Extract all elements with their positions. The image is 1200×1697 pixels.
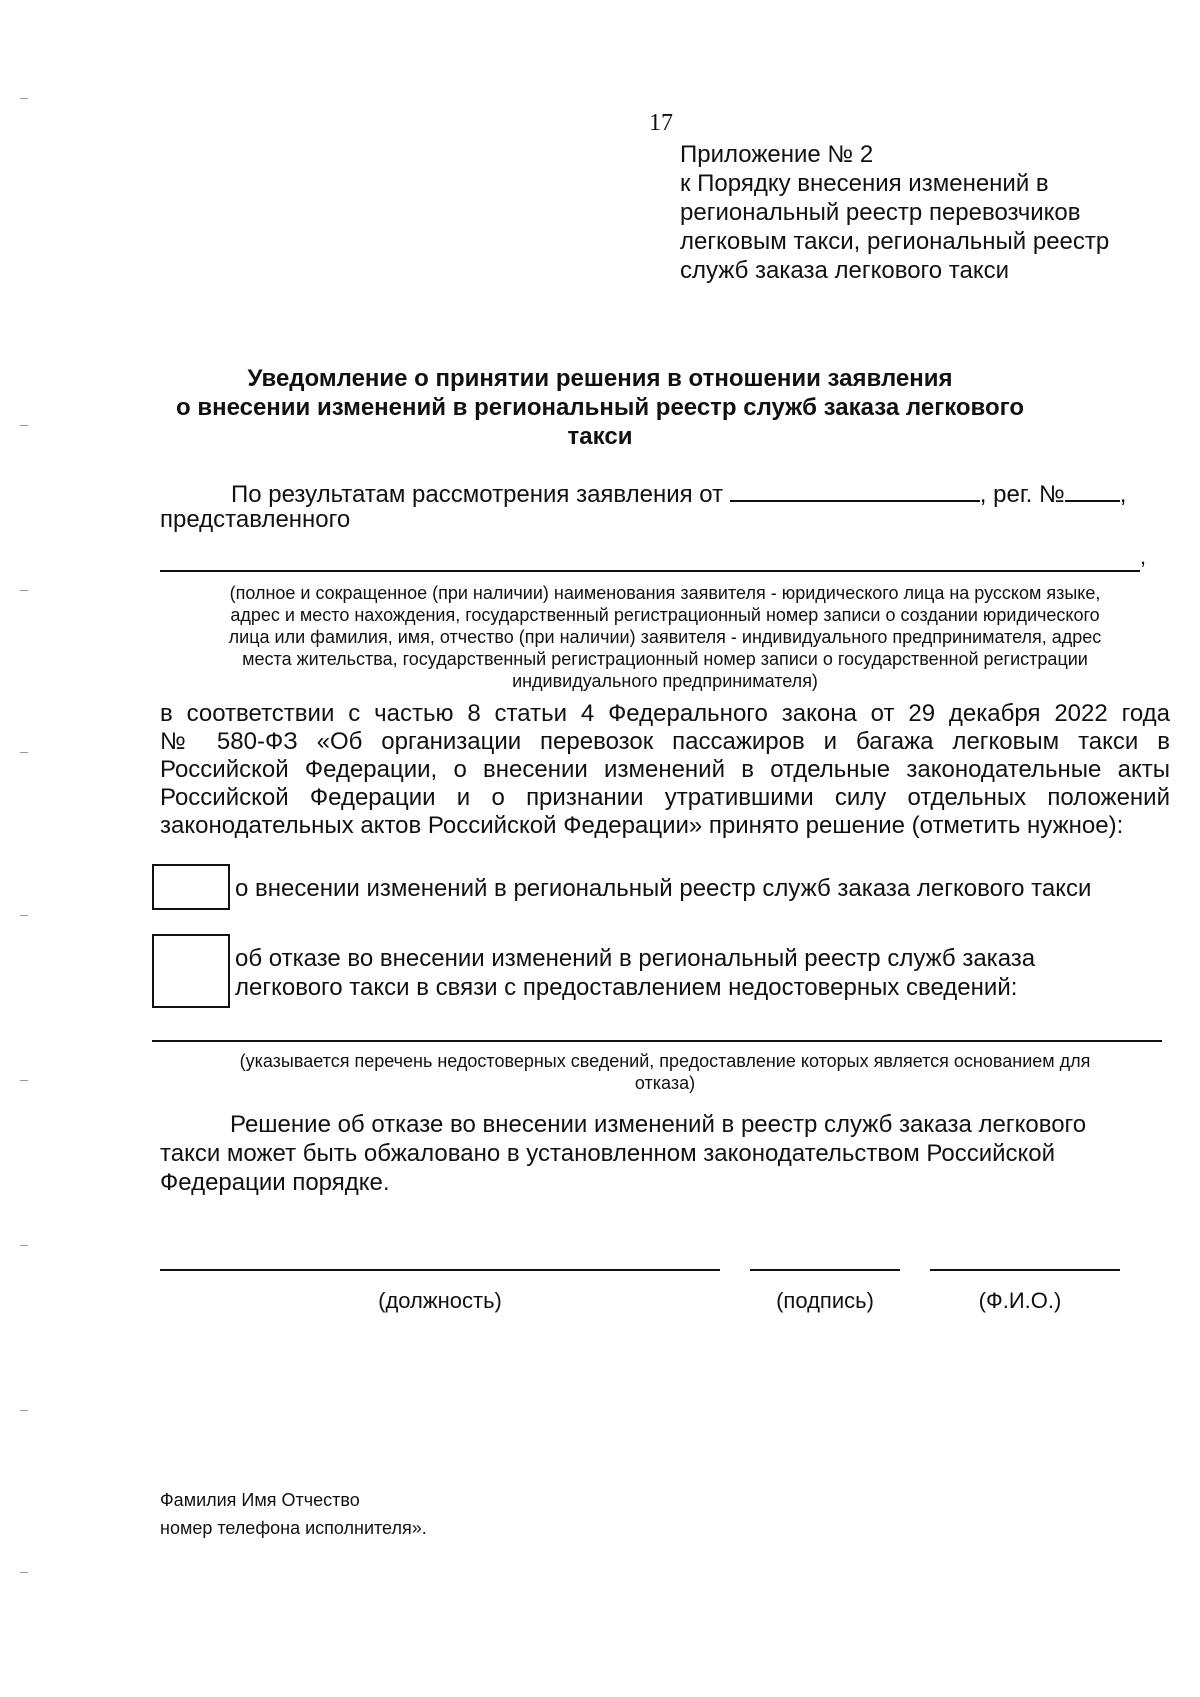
scan-speck (20, 1410, 28, 1411)
applicant-note (160, 582, 1170, 692)
paragraph-line: № 580-ФЗ «Об организации перевозок пассажиров и багажа легковым такси в (160, 728, 1170, 755)
intro-line (231, 478, 1126, 509)
refusal-reasons-field[interactable] (152, 1040, 1162, 1042)
line-comma: , (1140, 544, 1147, 569)
scan-speck (20, 98, 28, 99)
applicant-name-field[interactable] (160, 570, 1140, 572)
refuse-option-line: легкового такси в связи с предоставлением недостоверных сведений: (235, 974, 1018, 1001)
appeal-line: Решение об отказе во внесении изменений в реестр служб заказа легкового (230, 1111, 1087, 1138)
scan-speck (20, 1245, 28, 1246)
note-line: отказа) (634, 1073, 696, 1093)
law-paragraph (160, 700, 1170, 840)
document-title (160, 364, 1040, 451)
scan-speck (20, 425, 28, 426)
position-caption: (должность) (378, 1288, 502, 1313)
signature-caption: (подпись) (776, 1288, 874, 1313)
refusal-note (160, 1050, 1170, 1094)
note-line: (полное и сокращенное (при наличии) наименования заявителя - юридического лица на русском языке, (229, 583, 1101, 603)
scan-speck (20, 915, 28, 916)
signature-field[interactable] (750, 1269, 900, 1271)
refuse-option-line: об отказе во внесении изменений в региональный реестр служб заказа (235, 945, 1036, 972)
note-line: индивидуального предпринимателя) (512, 671, 818, 691)
note-line: адрес и место нахождения, государственный регистрационный номер записи о создании юридического (230, 605, 1100, 625)
scan-speck (20, 752, 28, 753)
title-line: о внесении изменений в региональный реестр служб заказа легкового такси (176, 394, 1024, 450)
approve-option-label: о внесении изменений в региональный реестр служб заказа легкового такси (235, 875, 1092, 902)
approve-checkbox[interactable] (152, 864, 230, 910)
refuse-checkbox[interactable] (152, 934, 230, 1008)
appendix-line: Приложение № 2 (680, 141, 874, 168)
appendix-line: региональный реестр перевозчиков (680, 199, 1081, 226)
application-date-field[interactable] (730, 478, 980, 502)
executor-phone: номер телефона исполнителя». (160, 1518, 427, 1538)
paragraph-line: Российской Федерации, о внесении изменений в отдельные законодательные акты (160, 756, 1170, 783)
appeal-line: Федерации порядке. (160, 1169, 390, 1196)
appendix-line: служб заказа легкового такси (680, 257, 1010, 284)
paragraph-line: в соответствии с частью 8 статьи 4 Федерального закона от 29 декабря 2022 года (160, 700, 1170, 727)
intro-text: По результатам рассмотрения заявления от (231, 481, 724, 508)
paragraph-line: Российской Федерации и о признании утратившими силу отдельных положений (160, 784, 1170, 811)
intro-text: , рег. № (979, 481, 1065, 508)
refuse-option-label (235, 944, 1035, 1002)
title-line: Уведомление о принятии решения в отношении заявления (247, 365, 953, 392)
scan-speck (20, 1080, 28, 1081)
full-name-field[interactable] (930, 1269, 1120, 1271)
appendix-line: к Порядку внесения изменений в (680, 170, 1049, 197)
note-line: (указывается перечень недостоверных сведений, предоставление которых является основанием для (239, 1051, 1091, 1071)
executor-name: Фамилия Имя Отчество (160, 1490, 360, 1510)
page-number: 17 (649, 110, 673, 136)
scan-speck (20, 590, 28, 591)
appeal-line: такси может быть обжаловано в установленном законодательством Российской (160, 1140, 1056, 1167)
scan-speck (20, 1572, 28, 1573)
registration-number-field[interactable] (1065, 478, 1120, 502)
paragraph-line: законодательных актов Российской Федерации» принято решение (отметить нужное): (160, 812, 1124, 839)
executor-info (160, 1486, 427, 1542)
note-line: лица или фамилия, имя, отчество (при наличии) заявителя - индивидуального предпринимателя, адрес (228, 627, 1102, 647)
full-name-caption: (Ф.И.О.) (978, 1288, 1062, 1313)
appendix-header (680, 140, 1150, 285)
appeal-paragraph (160, 1110, 1170, 1197)
intro-text: , (1119, 481, 1127, 508)
intro-second-line: представленного (160, 506, 351, 533)
appendix-line: легковым такси, региональный реестр (680, 228, 1110, 255)
position-field[interactable] (160, 1269, 720, 1271)
note-line: места жительства, государственный регистрационный номер записи о государственной регистрации (242, 649, 1088, 669)
